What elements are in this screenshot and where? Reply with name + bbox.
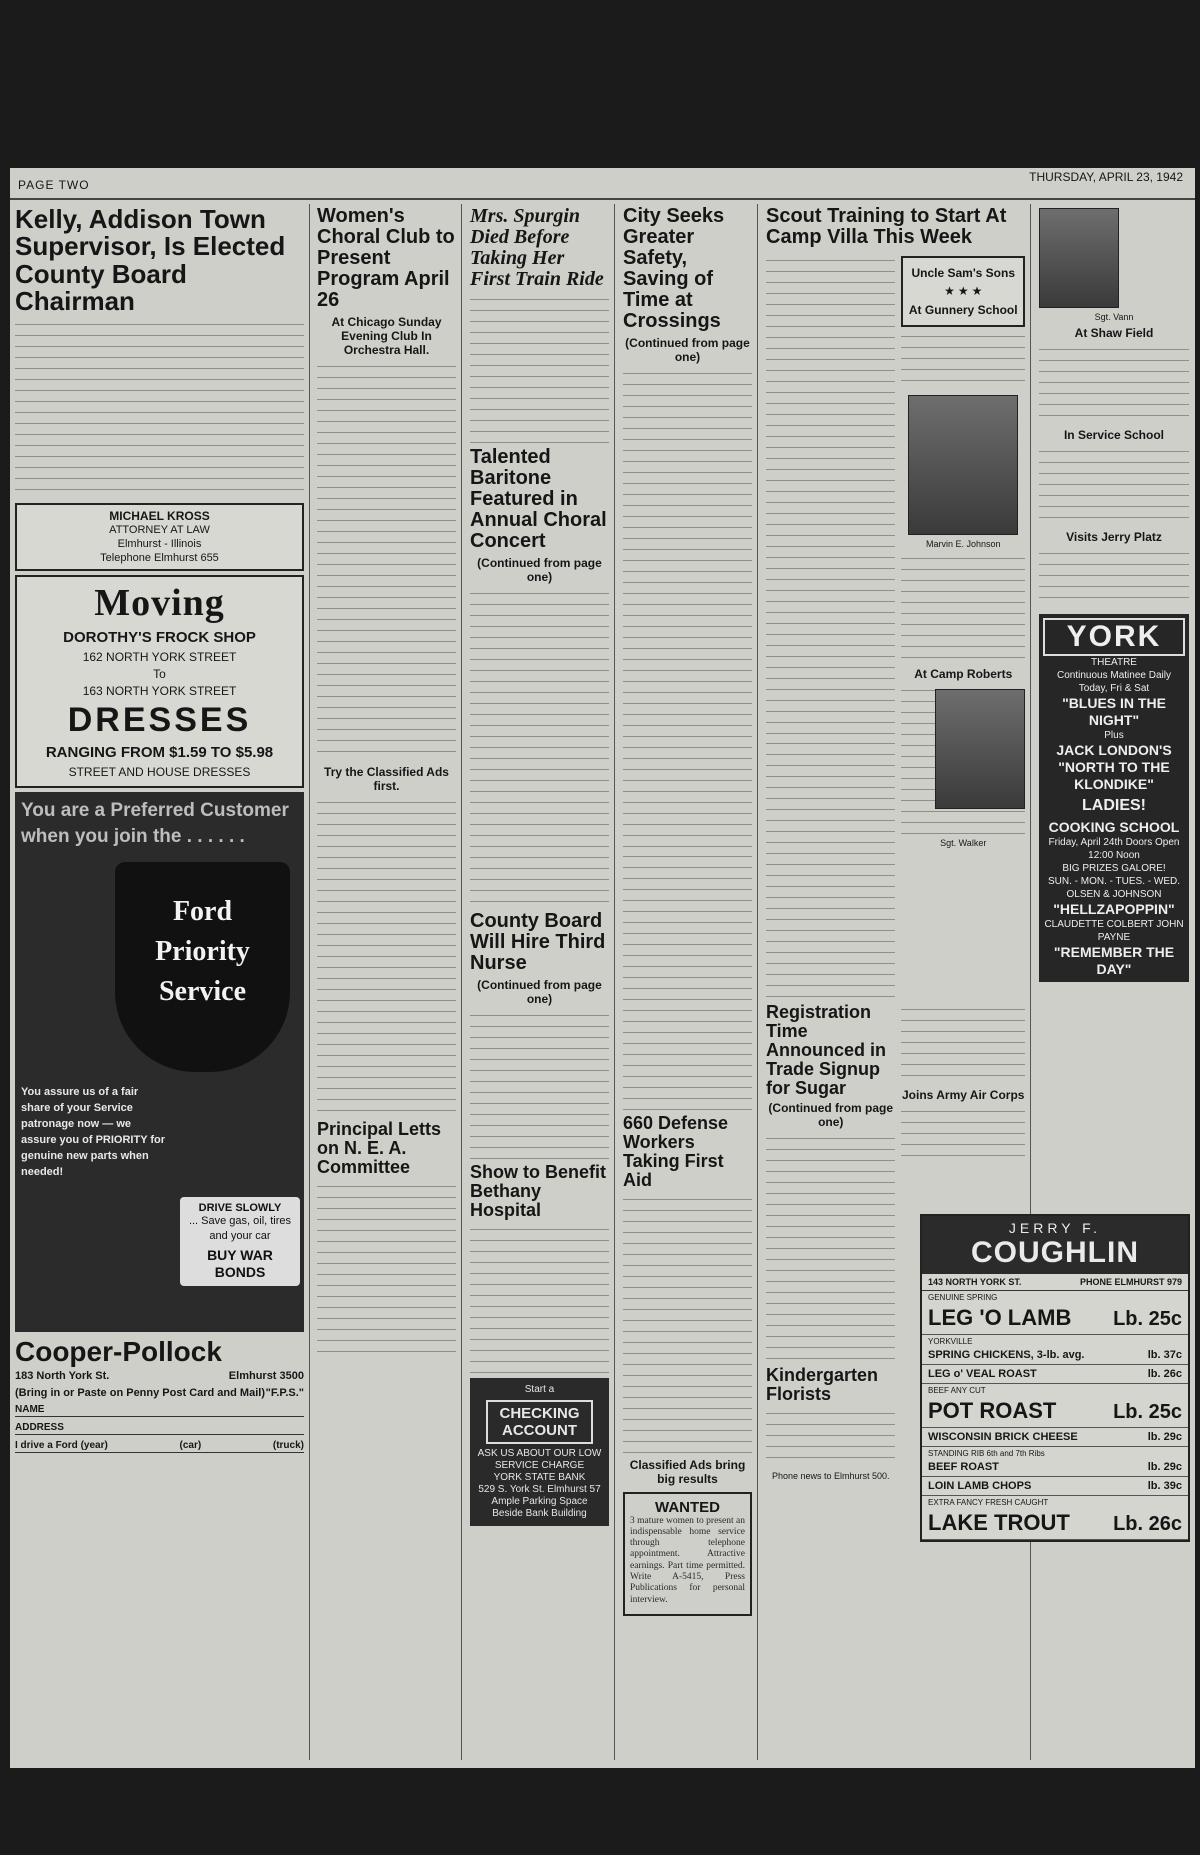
choral-subhead: At Chicago Sunday Evening Club In Orchestra Hall. bbox=[331, 315, 442, 357]
at-shaw-field: At Shaw Field bbox=[1074, 326, 1154, 340]
ad-wanted bbox=[623, 1492, 752, 1616]
photo-caption: Marvin E. Johnson bbox=[925, 539, 1001, 549]
continued-note: (Continued from page one) bbox=[625, 336, 750, 364]
coughlin-header bbox=[922, 1216, 1188, 1274]
bank-service: ASK US ABOUT OUR LOW SERVICE CHARGE bbox=[477, 1447, 602, 1471]
price-item bbox=[922, 1458, 1188, 1477]
article-body-text bbox=[901, 1106, 1025, 1166]
coughlin-top: JERRY F. bbox=[1008, 1220, 1102, 1236]
classified-tag: Try the Classified Ads first. bbox=[324, 765, 449, 793]
article-body-text bbox=[317, 361, 456, 761]
coupon-tag: "F.P.S." bbox=[265, 1387, 304, 1400]
school-time: Friday, April 24th Doors Open 12:00 Noon bbox=[1048, 837, 1180, 861]
article-body-text bbox=[766, 1408, 895, 1468]
film-cast: CLAUDETTE COLBERT JOHN PAYNE bbox=[1044, 919, 1184, 943]
coupon bbox=[15, 1388, 304, 1453]
headline-bethany: Show to Benefit Bethany Hospital bbox=[470, 1162, 606, 1220]
frock-shop: DOROTHY'S FROCK SHOP bbox=[63, 629, 256, 647]
item-name: SPRING CHICKENS, 3-lb. avg. bbox=[928, 1349, 1085, 1361]
item-price: lb. 29c bbox=[1147, 1431, 1182, 1443]
york-plus: Plus bbox=[1104, 730, 1124, 741]
item-price: Lb. 25c bbox=[1113, 1401, 1182, 1423]
item-name: BEEF ROAST bbox=[928, 1461, 999, 1473]
shield-word-ford: Ford bbox=[172, 896, 233, 928]
at-camp-roberts: At Camp Roberts bbox=[914, 667, 1013, 681]
uncle-sub: At Gunnery School bbox=[908, 303, 1018, 317]
drive-label: I drive a Ford (year) bbox=[15, 1440, 108, 1452]
column-4 bbox=[618, 204, 758, 1760]
price-item bbox=[922, 1302, 1188, 1335]
coughlin-name: COUGHLIN bbox=[971, 1236, 1139, 1269]
ad-moving bbox=[15, 575, 304, 788]
article-body-text bbox=[317, 1181, 456, 1361]
price-item bbox=[922, 1477, 1188, 1496]
ad-michael-kross bbox=[15, 503, 304, 571]
item-name: LEG 'O LAMB bbox=[928, 1305, 1072, 1330]
ad-york-state-bank bbox=[470, 1378, 609, 1526]
coupon-address-field[interactable]: ADDRESS bbox=[15, 1417, 304, 1435]
film-klondike: JACK LONDON'S "NORTH TO THE KLONDIKE" bbox=[1056, 742, 1172, 792]
from-address: 162 NORTH YORK STREET bbox=[82, 650, 237, 665]
to-word: To bbox=[153, 667, 166, 682]
york-title: YORK bbox=[1043, 618, 1185, 656]
ad-coughlin bbox=[920, 1214, 1190, 1542]
headline-nurse: County Board Will Hire Third Nurse bbox=[470, 910, 606, 974]
shield-word-service: Service bbox=[158, 976, 247, 1008]
headline-crossings: City Seeks Greater Safety, Saving of Time at Crossings bbox=[623, 205, 725, 332]
york-theatre: THEATRE bbox=[1091, 657, 1137, 668]
moving-headline: Moving bbox=[94, 582, 225, 625]
article-body-text bbox=[901, 553, 1025, 663]
headline-letts: Principal Letts on N. E. A. Committee bbox=[317, 1119, 442, 1177]
article-body-text bbox=[15, 319, 304, 499]
photo-sgt-vann bbox=[1039, 208, 1119, 308]
issue-date: THURSDAY, APRIL 23, 1942 bbox=[1029, 170, 1183, 184]
olsen-johnson: OLSEN & JOHNSON bbox=[1066, 889, 1162, 900]
photo-sgt-walker bbox=[935, 689, 1025, 809]
article-body-text bbox=[1039, 446, 1189, 526]
dress-tag: STREET AND HOUSE DRESSES bbox=[68, 765, 251, 780]
headline-baritone: Talented Baritone Featured in Annual Choral Concert bbox=[470, 446, 607, 552]
headline-choral: Women's Choral Club to Present Program April 26 bbox=[317, 205, 455, 311]
article-body-text bbox=[317, 797, 456, 1117]
item-prefix: EXTRA FANCY FRESH CAUGHT bbox=[928, 1498, 1049, 1507]
coupon-vehicle-field[interactable] bbox=[15, 1435, 304, 1453]
wanted-title: WANTED bbox=[655, 1498, 720, 1516]
drive-slowly-box bbox=[180, 1197, 300, 1286]
classified-tag: Classified Ads bring big results bbox=[629, 1457, 746, 1486]
bank-name: YORK STATE BANK bbox=[493, 1471, 586, 1483]
price-item bbox=[922, 1507, 1188, 1540]
coughlin-contact bbox=[922, 1274, 1188, 1291]
article-body-text bbox=[623, 1194, 752, 1454]
drive-title: DRIVE SLOWLY bbox=[198, 1202, 282, 1215]
film-remember: "REMEMBER THE DAY" bbox=[1053, 944, 1175, 977]
item-name: WISCONSIN BRICK CHEESE bbox=[928, 1431, 1078, 1443]
item-prefix: BEEF ANY CUT bbox=[928, 1386, 986, 1395]
walker-caption: Sgt. Walker bbox=[940, 838, 987, 848]
in-service-school: In Service School bbox=[1063, 428, 1165, 442]
continued-note: (Continued from page one) bbox=[768, 1101, 894, 1130]
article-body-text bbox=[901, 1004, 1025, 1084]
item-name: LEG o' VEAL ROAST bbox=[928, 1368, 1037, 1380]
column-3 bbox=[465, 204, 615, 1760]
uncle-title: Uncle Sam's Sons bbox=[911, 266, 1016, 280]
headline-sugar: Registration Time Announced in Trade Signup for Sugar bbox=[766, 1002, 886, 1098]
item-name: LOIN LAMB CHOPS bbox=[928, 1480, 1032, 1492]
to-address: 163 NORTH YORK STREET bbox=[82, 684, 237, 699]
dealer-address bbox=[15, 1370, 304, 1382]
article-body-text bbox=[766, 1133, 895, 1363]
page-header bbox=[10, 168, 1195, 200]
item-name: LAKE TROUT bbox=[928, 1510, 1070, 1535]
headline-spurgin: Mrs. Spurgin Died Before Taking Her First Train Ride bbox=[470, 205, 604, 290]
item-price: Lb. 25c bbox=[1113, 1308, 1182, 1330]
vann-caption: Sgt. Vann bbox=[1094, 312, 1134, 322]
visits-jerry-platz: Visits Jerry Platz bbox=[1066, 530, 1162, 544]
article-body-text bbox=[470, 1010, 609, 1160]
york-matinee: Continuous Matinee Daily bbox=[1057, 670, 1171, 681]
price-range: RANGING FROM $1.59 TO $5.98 bbox=[45, 744, 274, 762]
ad-ford-priority bbox=[15, 792, 304, 1332]
price-item bbox=[922, 1428, 1188, 1447]
bank-parking: Ample Parking Space Beside Bank Building bbox=[491, 1495, 588, 1519]
item-price: lb. 29c bbox=[1147, 1461, 1182, 1473]
headline-kelly: Kelly, Addison Town Supervisor, Is Elected County Board Chairman bbox=[15, 204, 286, 316]
uncle-sams-sons-box bbox=[901, 256, 1025, 327]
headline-defense: 660 Defense Workers Taking First Aid bbox=[623, 1113, 729, 1190]
assure-text: You assure us of a fair share of your Service patronage now — we assure you of PRIORITY for genuine new parts when needed! bbox=[21, 1086, 166, 1179]
kross-title: ATTORNEY AT LAW bbox=[109, 524, 210, 537]
price-item bbox=[922, 1395, 1188, 1428]
article-body-text bbox=[766, 255, 895, 735]
headline-florists: Kindergarten Florists bbox=[766, 1365, 879, 1405]
article-body-text bbox=[766, 738, 895, 998]
coupon-note: (Bring in or Paste on Penny Post Card and Mail) bbox=[15, 1387, 265, 1400]
item-name: POT ROAST bbox=[928, 1398, 1057, 1423]
article-body-text bbox=[470, 294, 609, 444]
preferred-line1: You are a Preferred Customer bbox=[21, 800, 289, 822]
coughlin-item-list bbox=[922, 1291, 1188, 1540]
coughlin-street: 143 NORTH YORK ST. bbox=[928, 1277, 1022, 1287]
photo-marvin-johnson bbox=[908, 395, 1018, 535]
article-body-text bbox=[1039, 344, 1189, 424]
continued-note: (Continued from page one) bbox=[477, 978, 602, 1006]
page-number: PAGE TWO bbox=[18, 178, 90, 192]
cooking-school: COOKING SCHOOL bbox=[1048, 819, 1180, 835]
ad-york-theatre bbox=[1039, 614, 1189, 982]
column-2 bbox=[312, 204, 462, 1760]
column-1 bbox=[10, 204, 310, 1760]
uncle-stars: ★ ★ ★ bbox=[944, 284, 983, 298]
truck-label: (truck) bbox=[272, 1440, 304, 1452]
film-blues: "BLUES IN THE NIGHT" bbox=[1062, 695, 1166, 728]
shield-word-priority: Priority bbox=[155, 936, 250, 968]
item-price: lb. 26c bbox=[1147, 1368, 1182, 1380]
item-price: Lb. 26c bbox=[1113, 1513, 1182, 1535]
item-prefix: YORKVILLE bbox=[928, 1337, 973, 1346]
coughlin-phone: PHONE ELMHURST 979 bbox=[1079, 1277, 1182, 1287]
continued-note: (Continued from page one) bbox=[477, 556, 602, 584]
article-body-text bbox=[623, 368, 752, 848]
york-days: Today, Fri & Sat bbox=[1078, 683, 1150, 694]
item-price: lb. 39c bbox=[1147, 1480, 1182, 1492]
dresses-heading: DRESSES bbox=[67, 701, 252, 740]
item-prefix: GENUINE SPRING bbox=[928, 1293, 998, 1302]
kross-phone: Telephone Elmhurst 655 bbox=[100, 552, 219, 565]
item-prefix: STANDING RIB 6th and 7th Ribs bbox=[928, 1449, 1045, 1458]
kross-place: Elmhurst - Illinois bbox=[117, 538, 202, 551]
preferred-line2: when you join the . . . . . . bbox=[21, 826, 245, 848]
drive-text: ... Save gas, oil, tires and your car bbox=[188, 1215, 292, 1243]
price-item bbox=[922, 1346, 1188, 1365]
big-prizes: BIG PRIZES GALORE! bbox=[1062, 863, 1166, 874]
article-body-text bbox=[901, 331, 1025, 391]
dealer-phone: Elmhurst 3500 bbox=[228, 1370, 304, 1383]
article-body-text bbox=[1039, 548, 1189, 608]
kross-name: MICHAEL KROSS bbox=[109, 509, 210, 524]
article-body-text bbox=[623, 851, 752, 1111]
york-days2: SUN. - MON. - TUES. - WED. bbox=[1047, 876, 1181, 887]
headline-scout: Scout Training to Start At Camp Villa This Week bbox=[766, 205, 1007, 248]
price-item bbox=[922, 1365, 1188, 1384]
newspaper-page bbox=[10, 168, 1195, 1768]
wanted-text: 3 mature women to present an indispensable home service through telephone appointment. Attractive earnings. Part time permitted. Write A-5415, Press Publications for personal interview. bbox=[630, 1515, 745, 1605]
phone-news: Phone news to Elmhurst 500. bbox=[771, 1471, 890, 1482]
ford-shield-emblem bbox=[115, 862, 290, 1072]
bank-start: Start a bbox=[524, 1383, 555, 1395]
car-label: (car) bbox=[179, 1440, 202, 1452]
york-ladies: LADIES! bbox=[1082, 797, 1146, 814]
article-body-text bbox=[470, 588, 609, 908]
coupon-name-field[interactable]: NAME bbox=[15, 1399, 304, 1417]
film-hellzapoppin: "HELLZAPOPPIN" bbox=[1053, 901, 1175, 917]
article-body-text bbox=[470, 1224, 609, 1374]
item-price: lb. 37c bbox=[1147, 1349, 1182, 1361]
bank-address: 529 S. York St. Elmhurst 57 bbox=[478, 1483, 601, 1495]
dealer-street: 183 North York St. bbox=[15, 1370, 110, 1383]
air-corps: Joins Army Air Corps bbox=[902, 1088, 1025, 1102]
war-bonds: BUY WAR BONDS bbox=[207, 1247, 273, 1281]
dealer-name: Cooper-Pollock bbox=[15, 1336, 222, 1368]
bank-checking: CHECKING ACCOUNT bbox=[486, 1400, 593, 1444]
